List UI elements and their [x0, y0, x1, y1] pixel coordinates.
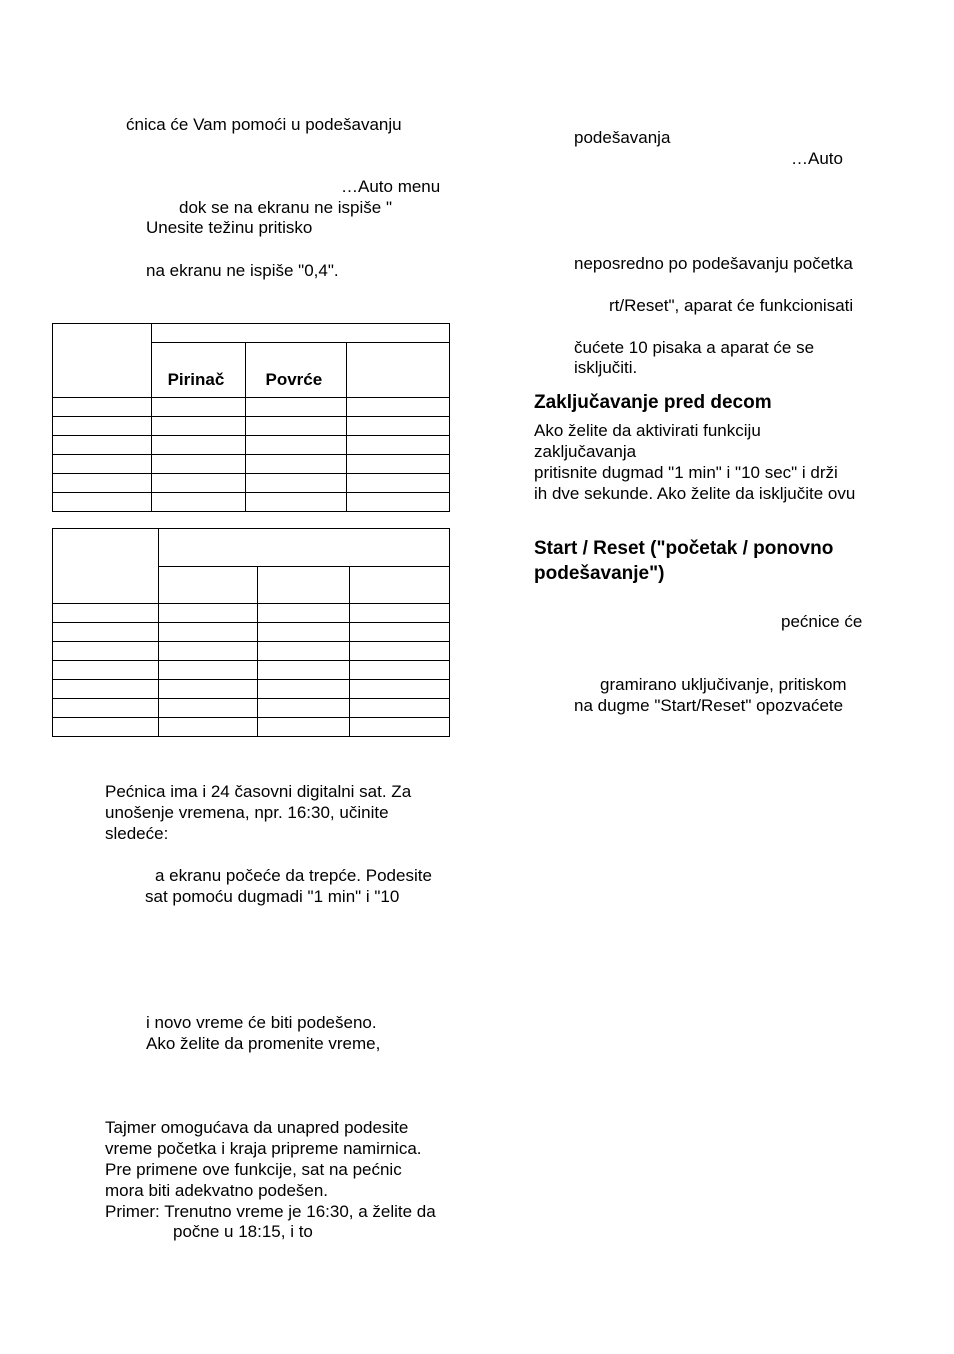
child-lock-line-1: Ako želite da aktivirati funkciju — [534, 421, 761, 440]
table-header-rice: Pirinač — [151, 343, 245, 398]
child-lock-heading: Zaključavanje pred decom — [534, 392, 772, 413]
table-header-vegetables: Povrće — [245, 343, 347, 398]
weight-text: Unesite težinu pritisko — [146, 218, 313, 237]
start-reset-text-3: na dugme "Start/Reset" opozvaćete — [574, 696, 844, 715]
clock-set-line-1: i novo vreme će biti podešeno. — [146, 1013, 377, 1032]
intro-text: ćnica će Vam pomoći u podešavanju — [126, 115, 402, 134]
right-text-3: neposredno po podešavanju početka — [574, 254, 853, 273]
start-reset-text-1: pećnice će — [781, 612, 863, 631]
clock-text-line-3: sledeće: — [105, 824, 169, 843]
right-text-1: podešavanja — [574, 128, 671, 147]
clock-text-line-2: unošenje vremena, npr. 16:30, učinite — [105, 803, 389, 822]
right-text-5: čućete 10 pisaka a aparat će se — [574, 338, 815, 357]
timer-line-2: vreme početka i kraja pripreme namirnica. — [105, 1139, 422, 1158]
timer-line-5: Primer: Trenutno vreme je 16:30, a želite da — [105, 1202, 436, 1221]
timer-line-6: počne u 18:15, i to — [173, 1222, 313, 1241]
timer-line-1: Tajmer omogućava da unapred podesite — [105, 1118, 409, 1137]
auto-menu-text: …Auto menu — [341, 177, 441, 196]
timer-line-4: mora biti adekvatno podešen. — [105, 1181, 329, 1200]
weight-table-2 — [52, 528, 450, 737]
right-text-2: …Auto — [791, 149, 843, 168]
child-lock-line-4: ih dve sekunde. Ako želite da isključite ovu — [534, 484, 856, 503]
start-reset-text-2: gramirano uključivanje, pritiskom — [600, 675, 847, 694]
weight-table-1 — [52, 323, 450, 512]
start-reset-heading-line-1: Start / Reset ("početak / ponovno — [534, 538, 834, 559]
child-lock-line-2: zaključavanja — [534, 442, 637, 461]
child-lock-line-3: pritisnite dugmad "1 min" i "10 sec" i drži — [534, 463, 838, 482]
timer-line-3: Pre primene ove funkcije, sat na pećnic — [105, 1160, 402, 1179]
right-text-6: isključiti. — [574, 358, 638, 377]
clock-step-line-2: sat pomoću dugmadi "1 min" i "10 — [145, 887, 400, 906]
clock-text-line-1: Pećnica ima i 24 časovni digitalni sat. Za — [105, 782, 412, 801]
clock-set-line-2: Ako želite da promenite vreme, — [146, 1034, 381, 1053]
display-value-text: na ekranu ne ispiše "0,4". — [146, 261, 339, 280]
start-reset-heading-line-2: podešavanje") — [534, 563, 665, 584]
clock-step-line-1: a ekranu počeće da trepće. Podesite — [155, 866, 432, 885]
display-text: dok se na ekranu ne ispiše " — [179, 198, 392, 217]
right-text-4: rt/Reset", aparat će funkcionisati — [609, 296, 854, 315]
